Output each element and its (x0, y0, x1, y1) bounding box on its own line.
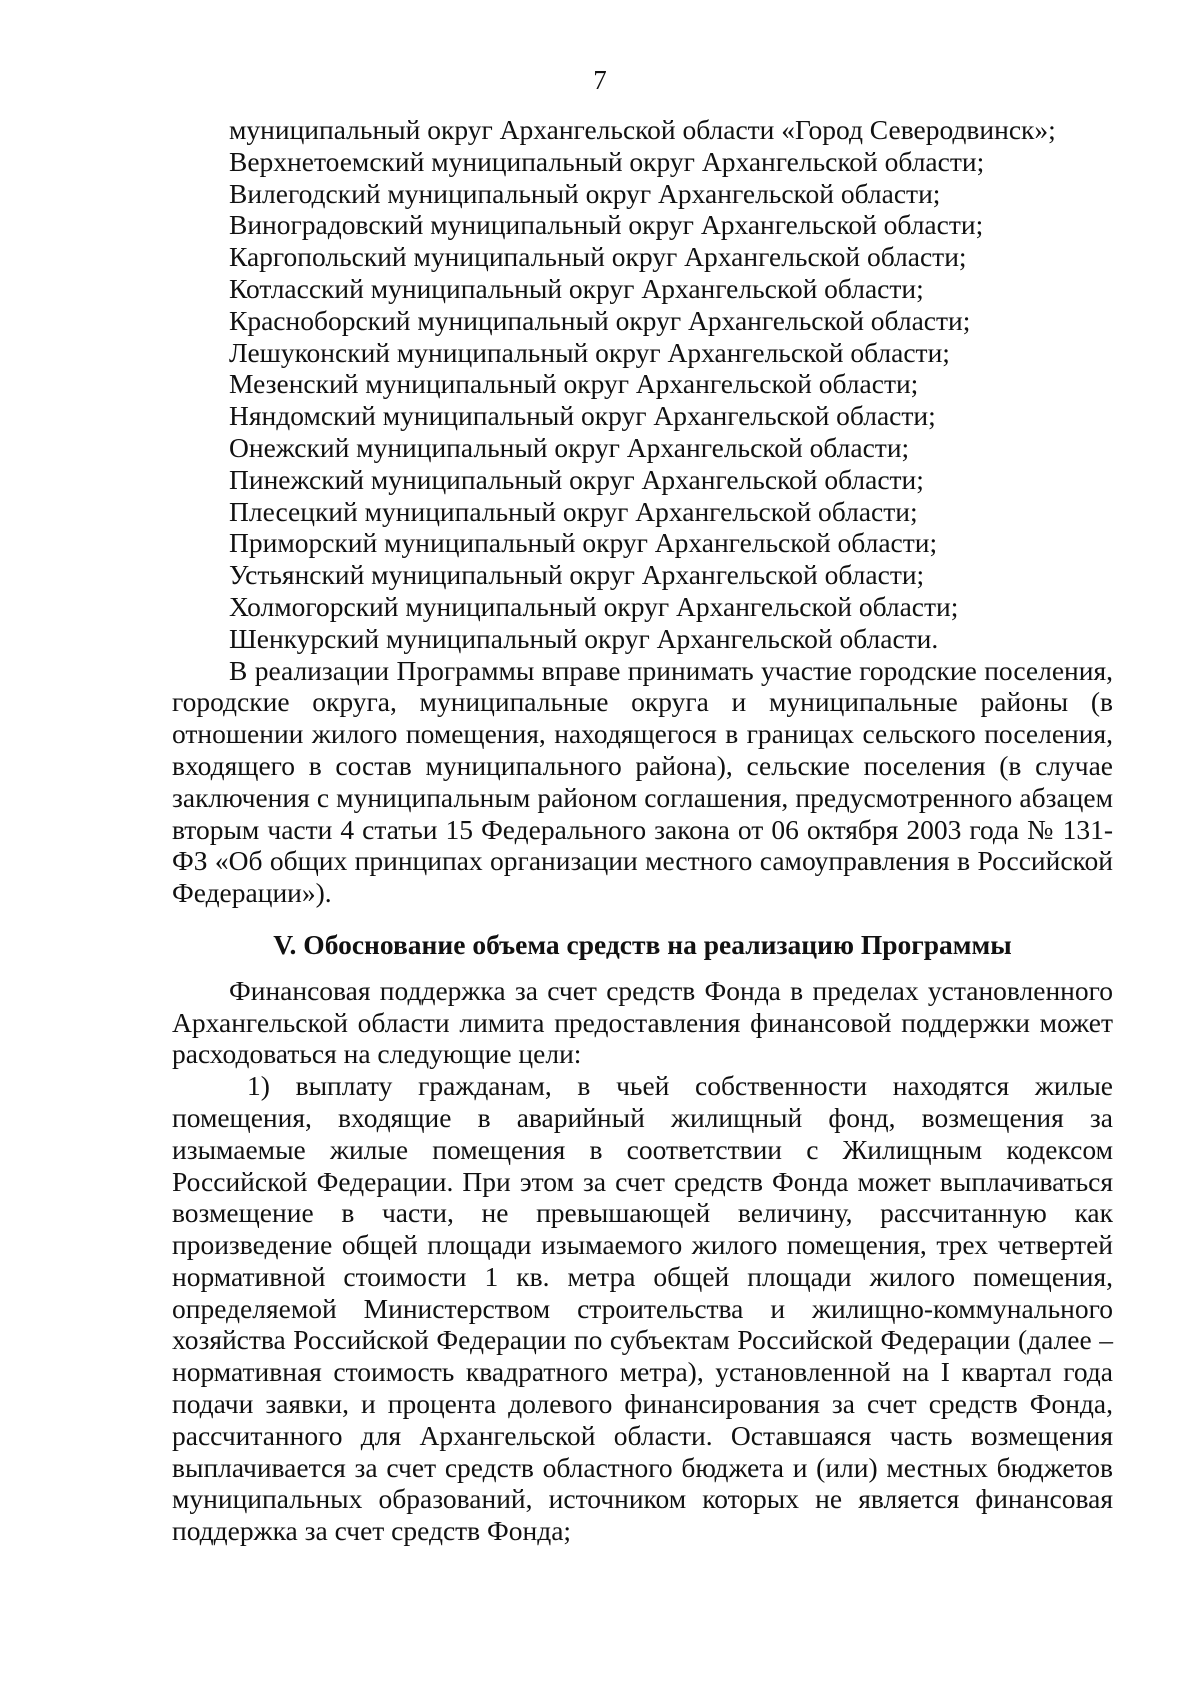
list-item: Мезенский муниципальный округ Архангельской области; (229, 368, 919, 400)
item-1-paragraph: 1) выплату гражданам, в чьей собственности находятся жилые помещения, входящие в аварийный жилищный фонд, возмещения за изымаемые жилые помещения в соответствии с Жилищным кодексом Российской Федерации. При этом за счет средств Фонда может выплачиваться возмещение в части, не превышающей величину, рассчитанную как произведение общей площади изымаемого жилого помещения, трех четвертей нормативной стоимости 1 кв. метра общей площади жилого помещения, определяемой Министерством строительства и жилищно-коммунального хозяйства Российской Федерации по субъектам Российской Федерации (далее – нормативная стоимость квадратного метра), установленной на I квартал года подачи заявки, и процента долевого финансирования за счет средств Фонда, рассчитанного для Архангельской области. Оставшаяся часть возмещения выплачивается за счет средств областного бюджета и (или) местных бюджетов муниципальных образований, источником которых не является финансовая поддержка за счет средств Фонда; (172, 1070, 1113, 1547)
list-item: Котласский муниципальный округ Архангельской области; (229, 272, 924, 304)
list-item: Виноградовский муниципальный округ Архангельской области; (229, 209, 984, 241)
list-item: Холмогорский муниципальный округ Архангельской области; (229, 590, 959, 622)
list-item: Шенкурский муниципальный округ Архангельской области. (229, 622, 939, 654)
list-item: Лешуконский муниципальный округ Архангельской области; (229, 336, 950, 368)
section-heading: V. Обоснование объема средств на реализацию Программы (273, 928, 1012, 960)
list-item: Онежский муниципальный округ Архангельской области; (229, 431, 910, 463)
list-item: Устьянский муниципальный округ Архангельской области; (229, 559, 925, 591)
list-item: Няндомский муниципальный округ Архангельской области; (229, 400, 936, 432)
list-item: Пинежский муниципальный округ Архангельской области; (229, 463, 924, 495)
list-item: Приморский муниципальный округ Архангельской области; (229, 527, 938, 559)
district-list (172, 114, 1113, 655)
list-item: Красноборский муниципальный округ Архангельской области; (229, 304, 971, 336)
list-item: Вилегодский муниципальный округ Архангельской области; (229, 177, 941, 209)
financial-support-paragraph: Финансовая поддержка за счет средств Фонда в пределах установленного Архангельской области лимита предоставления финансовой поддержки может расходоваться на следующие цели: (172, 974, 1113, 1070)
participation-paragraph: В реализации Программы вправе принимать участие городские поселения, городские округа, муниципальные округа и муниципальные районы (в отношении жилого помещения, находящегося в границах сельского поселения, входящего в состав муниципального района), сельские поселения (в случае заключения с муниципальным районом соглашения, предусмотренного абзацем вторым части 4 статьи 15 Федерального закона от 06 октября 2003 года № 131-ФЗ «Об общих принципах организации местного самоуправления в Российской Федерации»). (172, 654, 1113, 909)
page-number: 7 (593, 65, 607, 95)
list-item: Верхнетоемский муниципальный округ Архангельской области; (229, 145, 985, 177)
list-item: муниципальный округ Архангельской области «Город Северодвинск»; (229, 114, 1056, 145)
document-body (172, 114, 1113, 1547)
list-item: Плесецкий муниципальный округ Архангельской области; (229, 495, 918, 527)
list-item: Каргопольский муниципальный округ Архангельской области; (229, 241, 967, 273)
